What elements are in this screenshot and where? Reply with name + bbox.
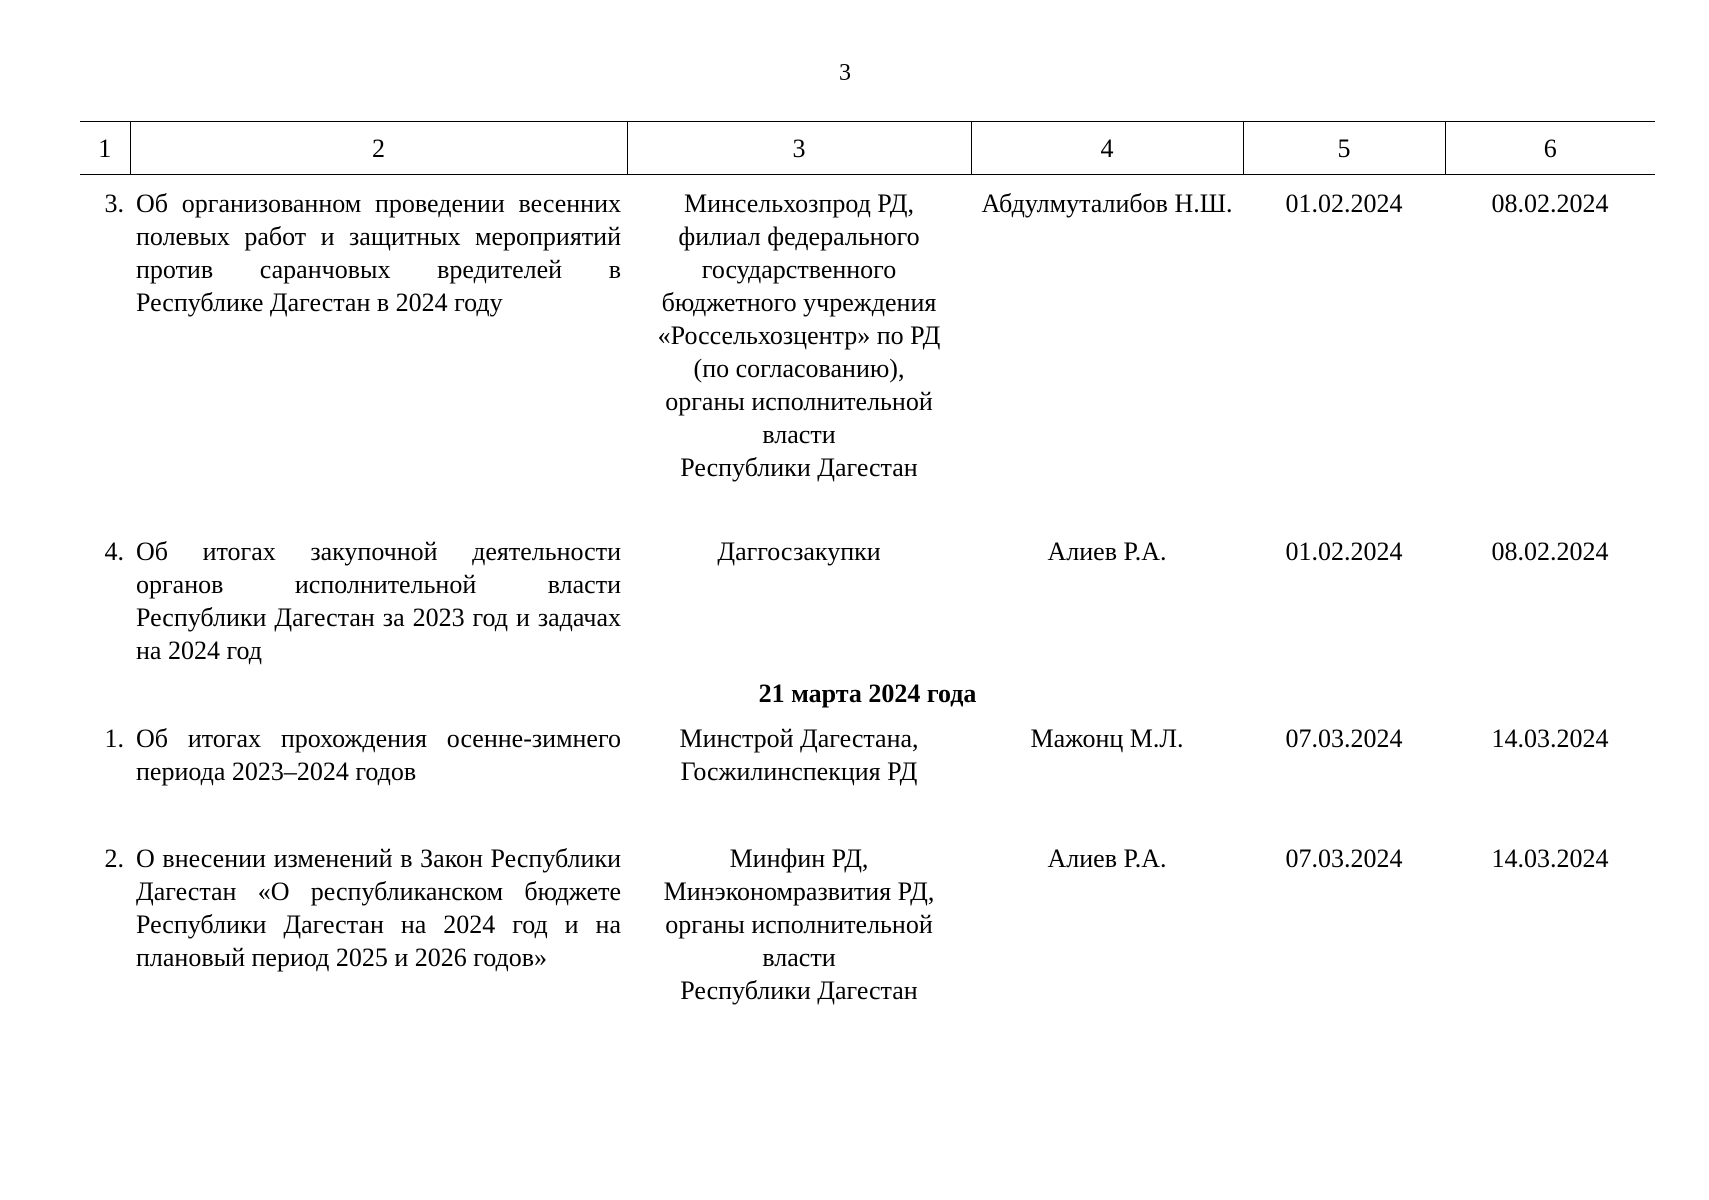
executor-line: власти (762, 420, 836, 449)
executor-line: органы исполнительной (665, 387, 933, 416)
executor-line: Республики Дагестан (680, 453, 918, 482)
executor-line: бюджетного учреждения (661, 288, 937, 317)
row-executors (627, 710, 971, 830)
row-executors (627, 175, 971, 523)
column-header-5: 5 (1243, 122, 1445, 175)
executor-line: Минфин РД, (729, 843, 869, 873)
row-number: 2. (104, 843, 124, 873)
executor-line: власти (762, 942, 836, 972)
row-title: Об итогах закупочной деятельности органов исполнительной власти Республики Дагестан за 2023 год и задачах на 2024 год (136, 536, 621, 665)
table-header-row (80, 122, 1655, 175)
column-header-6: 6 (1445, 122, 1655, 175)
table-row (80, 175, 1655, 523)
row-responsible: Абдулмуталибов Н.Ш. (981, 189, 1233, 218)
row-responsible: Алиев Р.А. (1047, 843, 1167, 873)
row-date-column-6: 14.03.2024 (1491, 843, 1609, 873)
column-header-4: 4 (971, 122, 1243, 175)
row-date-column-6: 08.02.2024 (1491, 189, 1609, 218)
column-header-2: 2 (130, 122, 627, 175)
row-number: 1. (104, 723, 124, 753)
column-header-3: 3 (627, 122, 971, 175)
table-row (80, 710, 1655, 830)
column-header-1: 1 (80, 122, 130, 175)
page-number: 3 (839, 60, 851, 86)
executor-line: Минстрой Дагестана, (679, 723, 919, 753)
plan-table (80, 121, 1655, 1010)
executor-line: Даггосзакупки (717, 536, 881, 566)
row-executors (627, 523, 971, 677)
executor-line: филиал федерального (678, 222, 920, 251)
executor-line: Минэкономразвития РД, (663, 876, 935, 906)
section-heading-row (80, 677, 1655, 710)
executor-line: (по согласованию), (693, 354, 905, 383)
row-title: Об итогах прохождения осенне-зимнего периода 2023–2024 годов (136, 723, 621, 786)
executor-line: Республики Дагестан (680, 975, 918, 1005)
executor-line: органы исполнительной (665, 909, 933, 939)
table-row (80, 830, 1655, 1010)
row-date-column-6: 08.02.2024 (1491, 536, 1609, 566)
row-date-column-5: 01.02.2024 (1285, 189, 1403, 218)
row-responsible: Алиев Р.А. (1047, 536, 1167, 566)
executor-line: «Россельхозцентр» по РД (657, 321, 941, 350)
row-responsible: Мажонц М.Л. (1030, 723, 1184, 753)
row-date-column-5: 07.03.2024 (1285, 843, 1403, 873)
row-title: О внесении изменений в Закон Республики Дагестан «О республиканском бюджете Республики Дагестан на 2024 год и на плановый период 2025 и 2026 годов» (136, 843, 621, 972)
table-row (80, 523, 1655, 677)
row-executors (627, 830, 971, 1010)
row-title: Об организованном проведении весенних полевых работ и защитных мероприятий против саранчовых вредителей в Республике Дагестан в 2024 году (136, 189, 621, 317)
row-date-column-6: 14.03.2024 (1491, 723, 1609, 753)
row-date-column-5: 01.02.2024 (1285, 536, 1403, 566)
executor-line: Минсельхозпрод РД, (683, 189, 915, 218)
executor-line: государственного (701, 255, 897, 284)
row-number: 4. (104, 536, 124, 566)
executor-line: Госжилинспекция РД (680, 756, 918, 786)
row-date-column-5: 07.03.2024 (1285, 723, 1403, 753)
section-heading: 21 марта 2024 года (758, 678, 977, 708)
row-number: 3. (104, 189, 124, 218)
